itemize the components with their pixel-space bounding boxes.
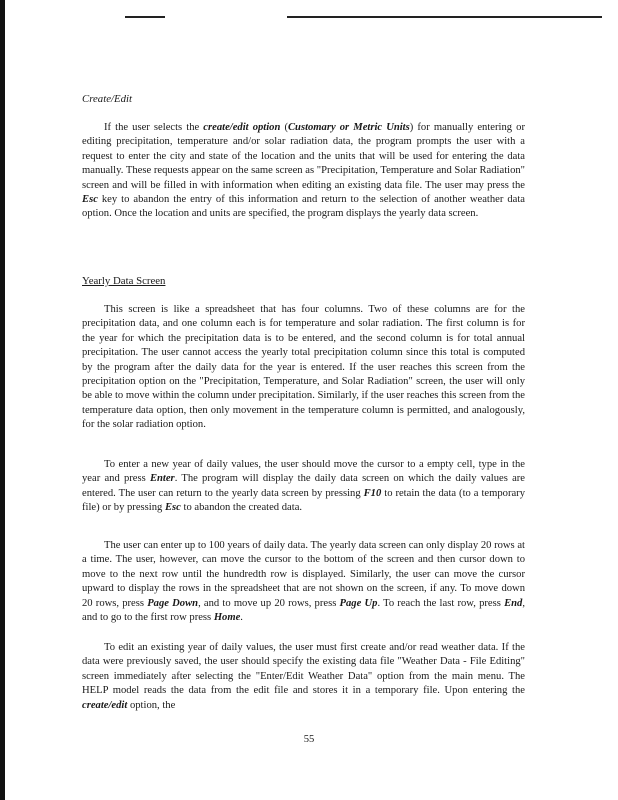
yearly-data-paragraph-4: To edit an existing year of daily values, the user must first create and/or read weather data. If the data were previously saved, the user should specify the existing data file "Weather Data - File Editing" screen immediately after selecting the "Enter/Edit Weather Data" option from the main menu. The HELP model reads the data from the edit file and stores it in a temporary file. Upon entering the create/edit option, the (82, 642, 525, 711)
emphasized-term: create/edit (82, 699, 128, 711)
create-edit-paragraph: If the user selects the create/edit option (Customary or Metric Units) for manually entering or editing precipitation, temperature and/or solar radiation data, the program prompts the user with a request to enter the city and state of the location and the units that will be used for entering the data manually. These requests appear on the same screen as "Precipitation, Temperature and Solar Radiation" screen and will be filled in with information when editing an existing data file. The user may press the Esc key to abandon the entry of this information and return to the selection of another weather data option. Once the location and units are specified, the program displays the yearly data screen. (82, 122, 525, 220)
emphasized-term: create/edit option (203, 122, 281, 133)
emphasized-term: Esc (82, 194, 98, 206)
yearly-data-paragraph-2: To enter a new year of daily values, the user should move the cursor to a empty cell, type in the year and press Enter. The program will display the daily data screen on which the daily values are entered. The user can return to the yearly data screen by pressing F10 to retain the data (to a temporary file) or by pressing Esc to abandon the created data. (82, 459, 526, 514)
scan-left-edge (0, 0, 5, 800)
emphasized-term: Page Down (147, 597, 199, 609)
emphasized-term: End (504, 597, 523, 609)
emphasized-term: F10 (363, 487, 382, 499)
yearly-data-paragraph-3: The user can enter up to 100 years of daily data. The yearly data screen can only display 20 rows at a time. The user, however, can move the cursor to the bottom of the screen and then cursor down to move to the next row until the hundredth row is displayed. Similarly, the user can move the cursor upward to display the rows in the spreadsheet that are not shown on the screen, if any. To move down 20 rows, press Page Down, and to move up 20 rows, press Page Up. To reach the last row, press End, and to go to the first row press Home. (82, 540, 525, 624)
emphasized-term: Home (213, 612, 241, 624)
page-number: 55 (303, 734, 315, 745)
emphasized-term: Esc (164, 502, 181, 514)
header-rule-right (287, 16, 602, 18)
emphasized-term: Enter (149, 473, 175, 485)
yearly-data-paragraph-1: This screen is like a spreadsheet that has four columns. Two of these columns are for the precipitation data, and one column each is for temperature and solar radiation. The first column is for the year for which the precipitation data is to be entered, and the second column is for total annual precipitation. The user cannot access the yearly total precipitation column since this total is computed by the program after the daily data for the year is entered. If the user reaches this screen from the precipitation option on the "Precipitation, Temperature, and Solar Radiation" screen, the user will only be able to move within the column under precipitation. Similarly, if the user reaches this screen from the temperature data option, then only movement in the temperature column is permitted, and analogously, for the solar radiation option. (82, 304, 525, 431)
yearly-data-screen-heading: Yearly Data Screen (82, 275, 166, 287)
header-rule-left (125, 16, 165, 18)
emphasized-term: Page Up (339, 597, 378, 609)
emphasized-term: Customary or Metric Units (287, 122, 410, 133)
create-edit-heading: Create/Edit (82, 93, 132, 105)
